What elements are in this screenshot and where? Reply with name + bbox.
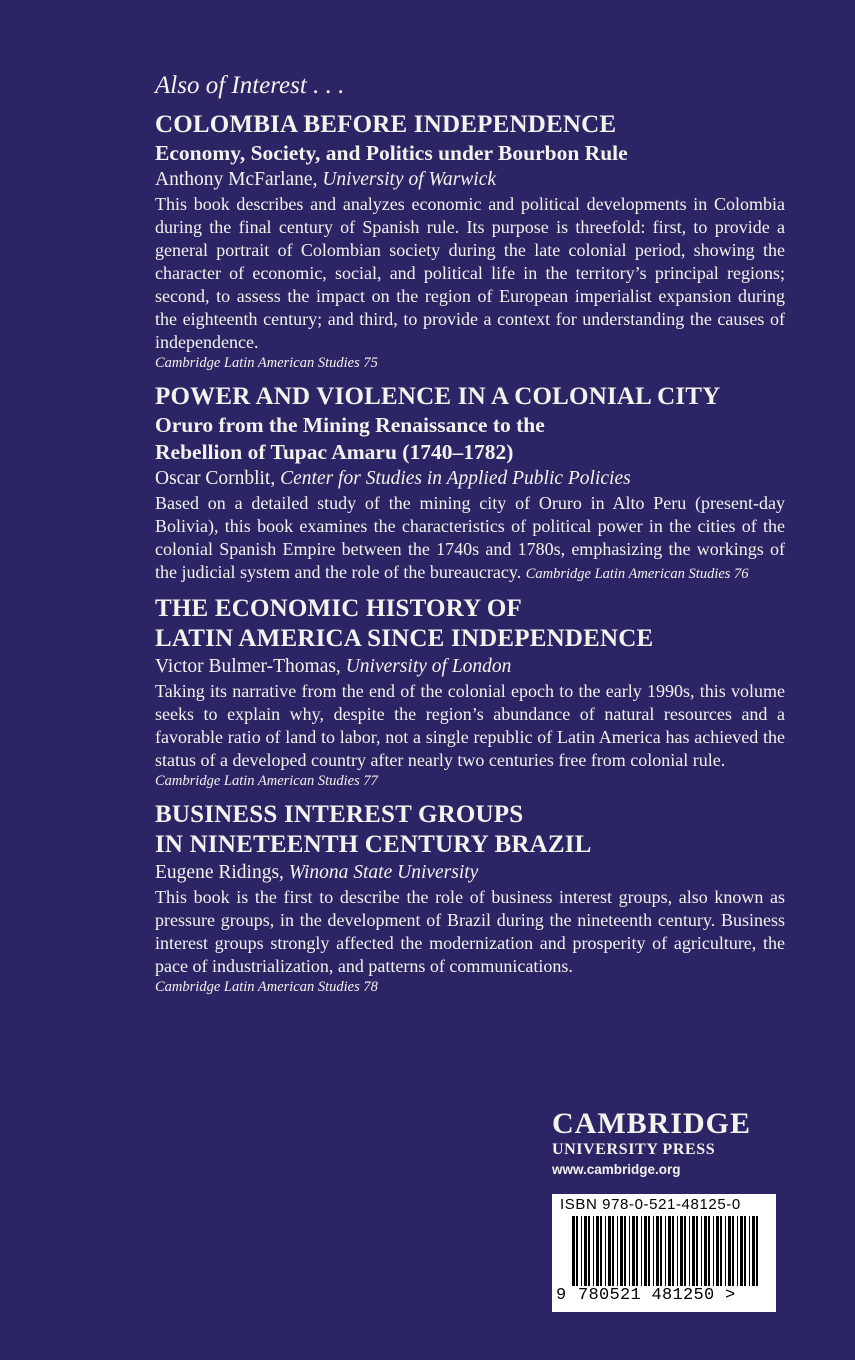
- book-entry: [155, 594, 785, 790]
- book-description: [155, 492, 785, 584]
- barcode-bar: [737, 1216, 738, 1286]
- book-author: Eugene Ridings,: [155, 862, 289, 883]
- book-series: Cambridge Latin American Studies 77: [155, 773, 378, 789]
- barcode-bar: [672, 1216, 674, 1286]
- barcode-bar: [696, 1216, 698, 1286]
- book-author-line: [155, 466, 785, 492]
- book-entry: [155, 800, 785, 996]
- barcode-bar: [701, 1216, 702, 1286]
- barcode-bar: [689, 1216, 690, 1286]
- barcode-bar: [749, 1216, 750, 1286]
- book-author: Victor Bulmer-Thomas,: [155, 656, 346, 677]
- book-title: IN NINETEENTH CENTURY BRAZIL: [155, 831, 592, 858]
- book-author-affiliation: University of Warwick: [322, 169, 497, 190]
- book-description-text: Based on a detailed study of the mining city of Oruro in Alto Peru (present-day Bolivia), this book examines the characteristics of political power in the cities of the colonial Spanish Empire between the 1740s and 1780s, emphasizing the workings of the judicial system and the role of the bureaucracy.: [155, 493, 785, 582]
- book-author-line: [155, 167, 785, 193]
- publisher-name: CAMBRIDGE: [552, 1107, 752, 1140]
- barcode-bar: [756, 1216, 758, 1286]
- book-description-text: This book is the first to describe the role of business interest groups, also known as pressure groups, in the development of Brazil during the nineteenth century. Business interest groups strongly affected the modernization and prosperity of agriculture, the pace of industrialization, and patterns of communications.: [155, 887, 785, 976]
- publisher-subname: UNIVERSITY PRESS: [552, 1141, 716, 1158]
- barcode-bar: [740, 1216, 743, 1286]
- back-cover-text: [155, 70, 785, 1006]
- barcode-bar: [596, 1216, 599, 1286]
- barcode-bar: [648, 1216, 650, 1286]
- book-list: [155, 110, 785, 996]
- book-description: [155, 886, 785, 978]
- barcode-bar: [581, 1216, 582, 1286]
- book-author-affiliation: Center for Studies in Applied Public Policies: [280, 468, 631, 489]
- book-author-line: [155, 654, 785, 680]
- barcode-bar: [644, 1216, 647, 1286]
- barcode-bar: [744, 1216, 746, 1286]
- isbn-barcode: [552, 1194, 776, 1312]
- also-of-interest-heading: Also of Interest . . .: [155, 72, 345, 99]
- barcode-bar: [656, 1216, 659, 1286]
- barcode-bars: [572, 1216, 758, 1286]
- barcode-bar: [593, 1216, 594, 1286]
- ean-digits: 780521 481250 >: [578, 1286, 736, 1305]
- book-author-affiliation: University of London: [345, 656, 512, 677]
- book-author: Oscar Cornblit,: [155, 468, 281, 489]
- barcode-bar: [713, 1216, 714, 1286]
- barcode-bar: [732, 1216, 734, 1286]
- barcode-bar: [720, 1216, 722, 1286]
- barcode-bar: [572, 1216, 575, 1286]
- book-series: Cambridge Latin American Studies 76: [525, 566, 749, 582]
- book-description: [155, 193, 785, 354]
- barcode-bar: [641, 1216, 642, 1286]
- book-subtitle: Rebellion of Tupac Amaru (1740–1782): [155, 440, 514, 464]
- barcode-bar: [584, 1216, 587, 1286]
- book-author: Anthony McFarlane,: [155, 169, 323, 190]
- barcode-bar: [752, 1216, 755, 1286]
- barcode-bar: [684, 1216, 686, 1286]
- barcode-bar: [620, 1216, 623, 1286]
- barcode-bar: [608, 1216, 611, 1286]
- book-title: THE ECONOMIC HISTORY OF: [155, 595, 522, 622]
- barcode-bar: [636, 1216, 638, 1286]
- book-entry: [155, 382, 785, 584]
- book-entry: [155, 110, 785, 372]
- barcode-bar: [660, 1216, 662, 1286]
- barcode-bar: [632, 1216, 635, 1286]
- book-title: LATIN AMERICA SINCE INDEPENDENCE: [155, 625, 654, 652]
- book-title: POWER AND VIOLENCE IN A COLONIAL CITY: [155, 383, 721, 410]
- ean-first-digit: 9: [556, 1286, 567, 1305]
- barcode-bar: [708, 1216, 710, 1286]
- barcode-bar: [576, 1216, 578, 1286]
- book-author-line: [155, 860, 785, 886]
- barcode-bar: [677, 1216, 678, 1286]
- isbn-label: ISBN 978-0-521-48125-0: [560, 1196, 741, 1213]
- barcode-bar: [605, 1216, 606, 1286]
- barcode-bar: [617, 1216, 618, 1286]
- book-description-text: This book describes and analyzes economic and political developments in Colombia during the final century of Spanish rule. Its purpose is threefold: first, to provide a general portrait of Colombian society during the late colonial period, showing the character of economic, social, and political life in the territory’s principal regions; second, to assess the impact on the region of European imperialist expansion during the eighteenth century; and third, to provide a context for understanding the causes of independence.: [155, 194, 785, 352]
- book-series: Cambridge Latin American Studies 78: [155, 979, 378, 995]
- book-subtitle: Economy, Society, and Politics under Bourbon Rule: [155, 141, 628, 165]
- barcode-bar: [629, 1216, 630, 1286]
- book-title: BUSINESS INTEREST GROUPS: [155, 801, 524, 828]
- barcode-bar: [680, 1216, 683, 1286]
- book-author-affiliation: Winona State University: [288, 862, 479, 883]
- book-series: Cambridge Latin American Studies 75: [155, 355, 378, 371]
- barcode-bar: [668, 1216, 671, 1286]
- barcode-bar: [692, 1216, 695, 1286]
- barcode-bar: [716, 1216, 719, 1286]
- barcode-bar: [624, 1216, 626, 1286]
- barcode-bar: [665, 1216, 666, 1286]
- barcode-bar: [728, 1216, 731, 1286]
- publisher-logo: [552, 1108, 782, 1180]
- barcode-bar: [588, 1216, 590, 1286]
- barcode-bar: [653, 1216, 654, 1286]
- barcode-bar: [600, 1216, 602, 1286]
- book-title: COLOMBIA BEFORE INDEPENDENCE: [155, 111, 617, 138]
- book-description: [155, 680, 785, 772]
- publisher-url: www.cambridge.org: [552, 1162, 681, 1177]
- barcode-bar: [704, 1216, 707, 1286]
- book-description-text: Taking its narrative from the end of the colonial epoch to the early 1990s, this volume seeks to explain why, despite the region’s abundance of natural resources and a favorable ratio of land to labor, not a single republic of Latin America has achieved the status of a developed country after nearly two centuries free from colonial rule.: [155, 681, 785, 770]
- barcode-bar: [725, 1216, 726, 1286]
- barcode-bar: [612, 1216, 614, 1286]
- book-subtitle: Oruro from the Mining Renaissance to the: [155, 413, 545, 437]
